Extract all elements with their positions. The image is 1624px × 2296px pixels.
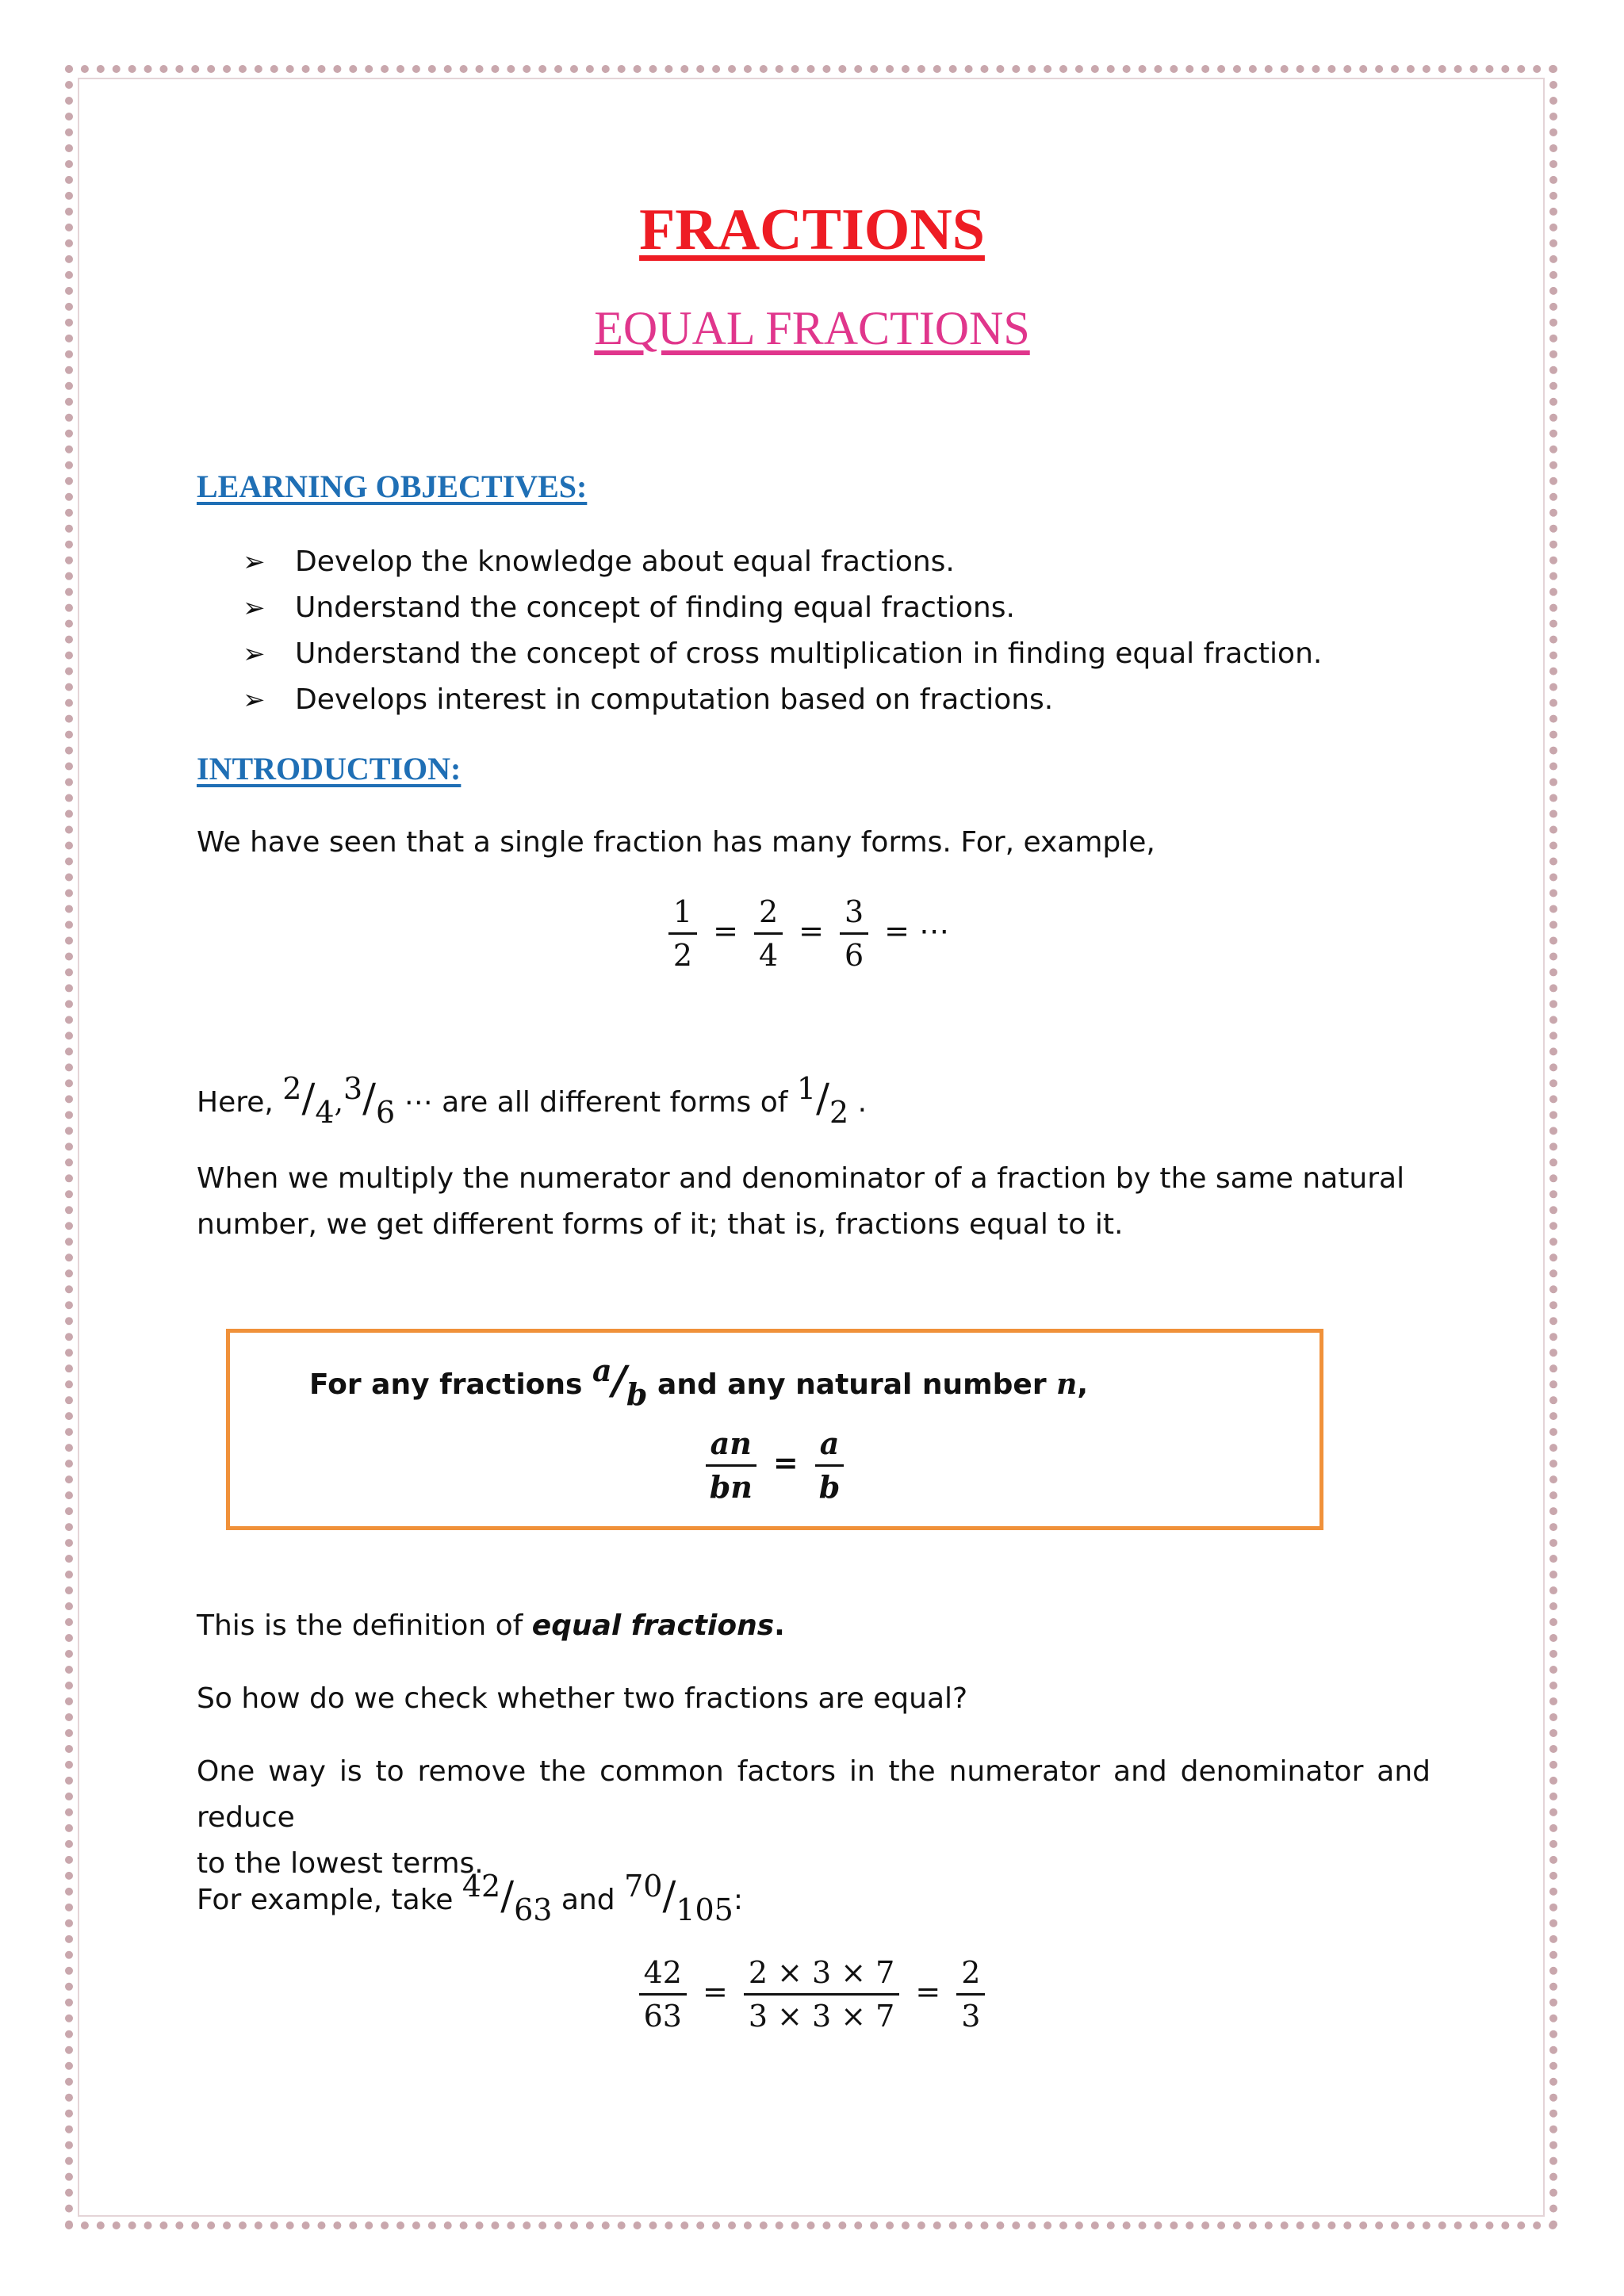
introduction-heading: INTRODUCTION: [197, 751, 462, 786]
fraction: $\frac{1}{2}$ [668, 891, 697, 976]
definition-equation: $\frac{an}{bn}$ = $\frac{a}{b}$ [230, 1423, 1320, 1508]
intro-paragraph: We have seen that a single fraction has many forms. For, example, [197, 826, 1155, 859]
fraction: $\frac{42}{63}$ [639, 1952, 687, 2037]
definition-statement: For any fractions a/b and any natural number n, [309, 1353, 1088, 1412]
fraction: $\frac{2}{3}$ [956, 1952, 985, 2037]
arrow-bullet-icon: ➢ [243, 684, 266, 716]
page-subtitle: EQUAL FRACTIONS [594, 302, 1030, 354]
different-forms-line: Here, 2/4,3/6 ⋯ are all different forms of 1/2 . [197, 1071, 868, 1130]
objective-text: Understand the concept of finding equal fractions. [295, 591, 1015, 624]
learning-objectives-heading: LEARNING OBJECTIVES: [197, 469, 588, 504]
equation-equal-forms: $\frac{1}{2}$ = $\frac{2}{4}$ = $\frac{3}{6}$ = ⋯ [0, 891, 1624, 976]
objective-text: Develops interest in computation based on fractions. [295, 683, 1054, 716]
fraction: $\frac{3}{6}$ [840, 891, 868, 976]
fraction: $\frac{2 \times 3 \times 7}{3 \times 3 \times 7}$ [744, 1952, 900, 2037]
list-item [243, 539, 1322, 585]
list-item [243, 677, 1322, 723]
definition-note: This is the definition of equal fractions. [197, 1609, 785, 1642]
objectives-list [243, 539, 1322, 723]
list-item [243, 585, 1322, 631]
arrow-bullet-icon: ➢ [243, 592, 266, 624]
multiply-paragraph: When we multiply the numerator and denominator of a fraction by the same natural number, we get different forms of it; that is, fractions equal to it. [197, 1162, 1405, 1241]
list-item [243, 631, 1322, 677]
inline-fraction: 42/63 [462, 1869, 553, 1927]
inline-fraction: a/b [592, 1353, 648, 1412]
inline-fraction: 2/4 [282, 1071, 335, 1130]
arrow-bullet-icon: ➢ [243, 638, 266, 670]
one-way-paragraph: One way is to remove the common factors in the numerator and denominator and reduce to the lowest terms. [197, 1755, 1431, 1880]
example-line: For example, take 42/63 and 70/105: [197, 1869, 743, 1927]
inline-fraction: 1/2 [796, 1071, 849, 1130]
fraction: $\frac{a}{b}$ [814, 1423, 845, 1508]
definition-box [226, 1329, 1323, 1530]
question-text: So how do we check whether two fractions are equal? [197, 1682, 968, 1715]
fraction: $\frac{2}{4}$ [754, 891, 783, 976]
example-equation: $\frac{42}{63}$ = $\frac{2 \times 3 \times 7}{3 \times 3 \times 7}$ = $\frac{2}{3}$ [0, 1952, 1624, 2037]
objective-text: Understand the concept of cross multiplication in finding equal fraction. [295, 637, 1323, 670]
arrow-bullet-icon: ➢ [243, 546, 266, 578]
inline-fraction: 3/6 [343, 1071, 396, 1130]
inline-fraction: 70/105 [624, 1869, 733, 1927]
page-title: FRACTIONS [639, 197, 985, 262]
objective-text: Develop the knowledge about equal fractions. [295, 545, 955, 578]
fraction: $\frac{an}{bn}$ [705, 1423, 757, 1508]
